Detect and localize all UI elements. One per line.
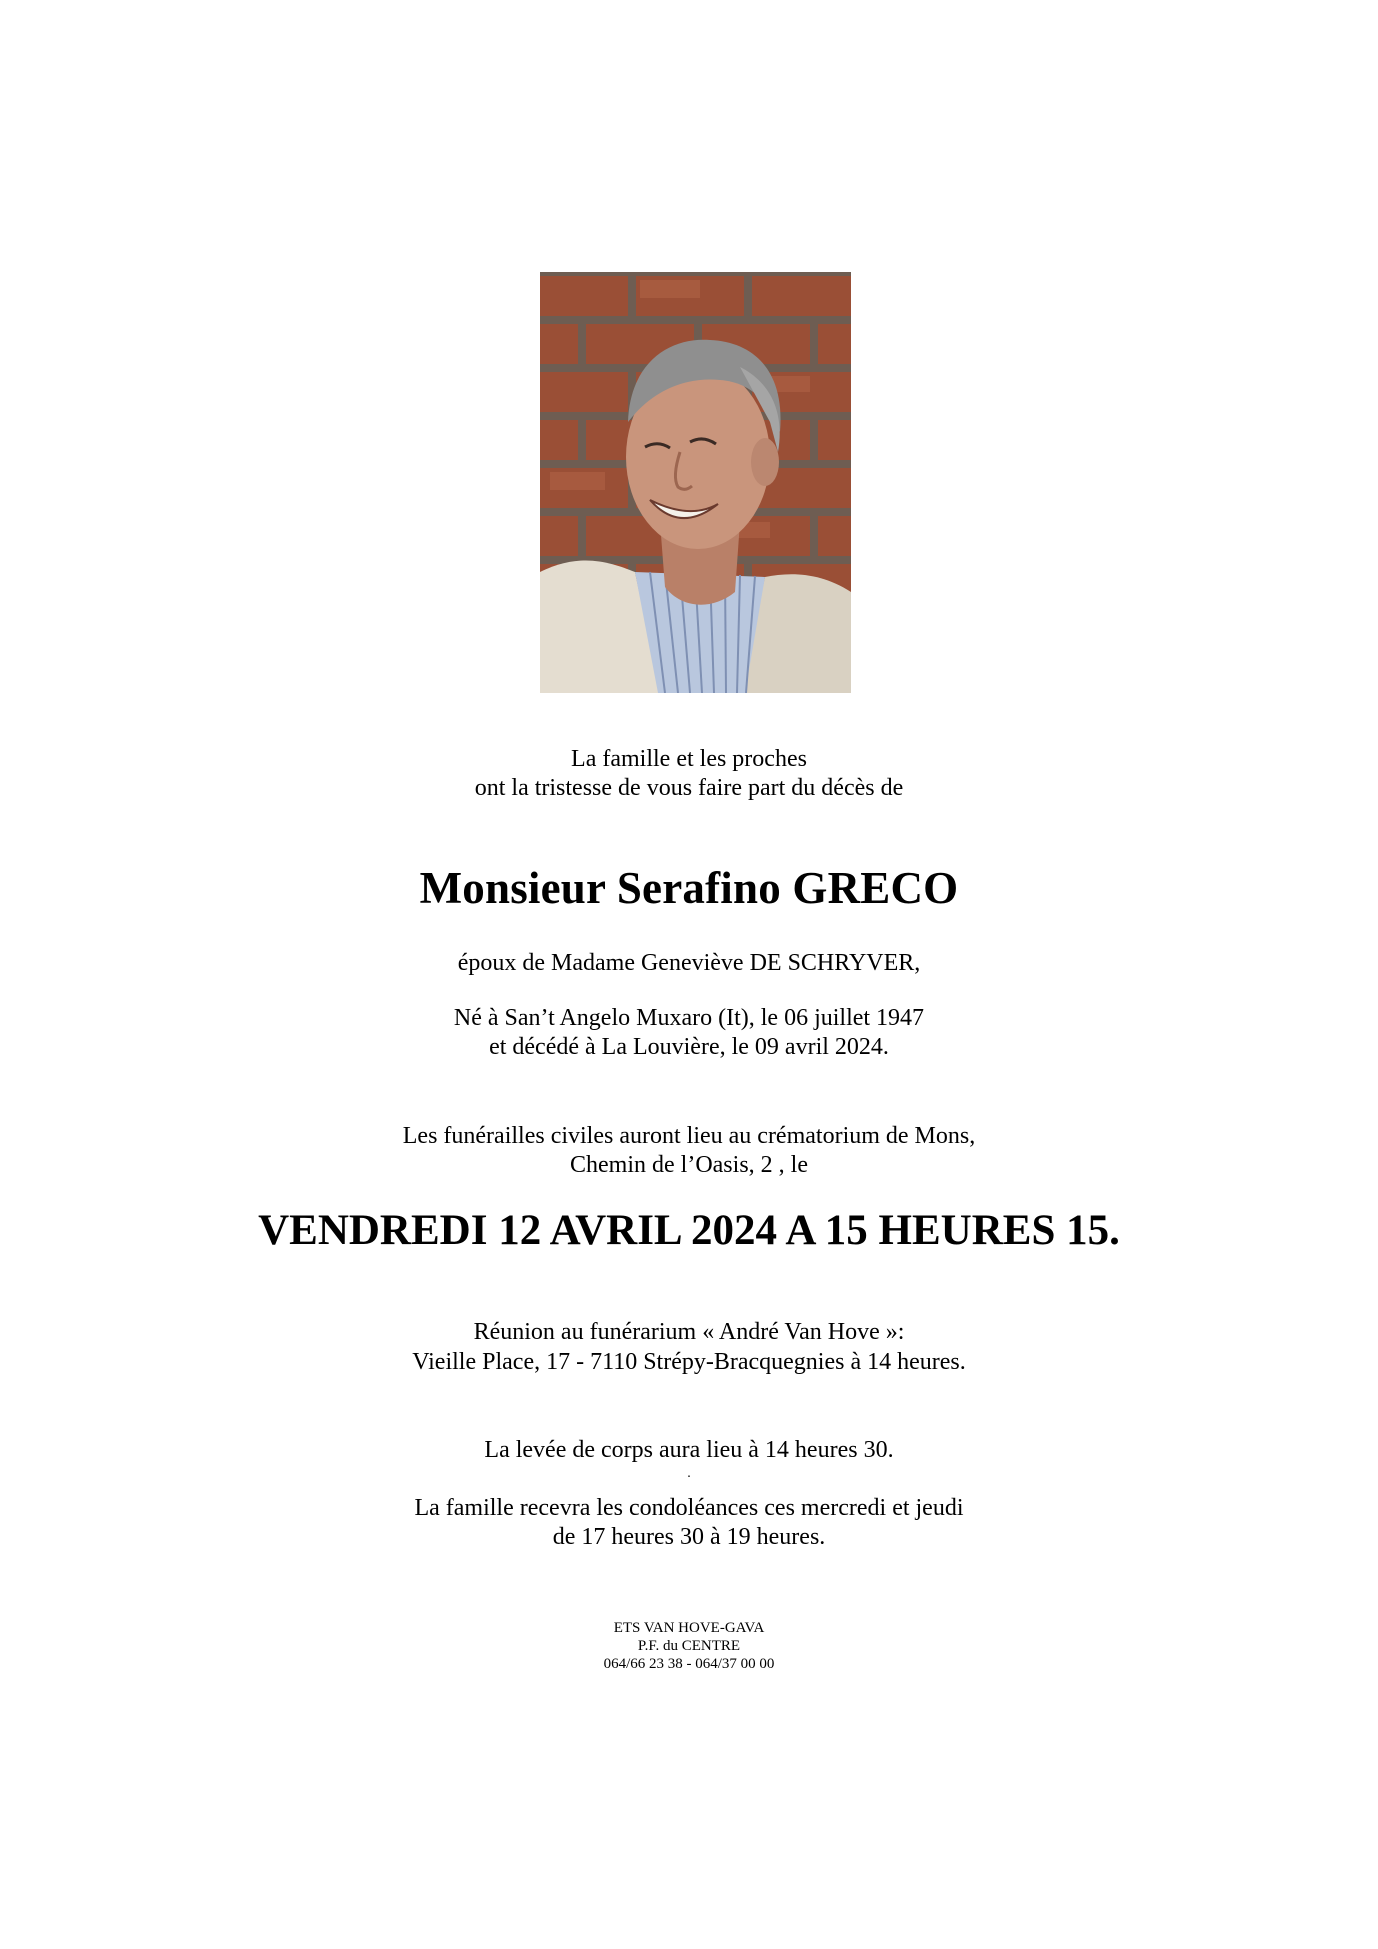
separator-dot: . bbox=[687, 1466, 691, 1481]
footer-company: ETS VAN HOVE-GAVA bbox=[613, 1620, 765, 1636]
levee-line: La levée de corps aura lieu à 14 heures 30. bbox=[484, 1437, 894, 1463]
meeting-line-1: Réunion au funérarium « André Van Hove »: bbox=[473, 1319, 905, 1345]
footer-subtitle: P.F. du CENTRE bbox=[637, 1638, 741, 1654]
funeral-date: VENDREDI 12 AVRIL 2024 A 15 HEURES 15. bbox=[258, 1207, 1120, 1254]
meeting-info bbox=[0, 1317, 1378, 1377]
condolences-line-1: La famille recevra les condoléances ces mercredi et jeudi bbox=[414, 1495, 964, 1521]
condolences-line-2: de 17 heures 30 à 19 heures. bbox=[552, 1524, 826, 1550]
birth-death-info bbox=[0, 1004, 1378, 1062]
birth-line: Né à San’t Angelo Muxaro (It), le 06 juillet 1947 bbox=[453, 1005, 925, 1031]
portrait-photo-icon bbox=[540, 272, 851, 693]
condolences-info bbox=[0, 1494, 1378, 1552]
meeting-line-2: Vieille Place, 17 - 7110 Strépy-Bracquegnies à 14 heures. bbox=[412, 1349, 966, 1375]
footer-phones: 064/66 23 38 - 064/37 00 00 bbox=[603, 1656, 775, 1672]
funeral-home-footer bbox=[0, 1619, 1378, 1673]
funeral-location bbox=[0, 1122, 1378, 1180]
intro-line-2: ont la tristesse de vous faire part du décès de bbox=[474, 775, 904, 801]
portrait-photo bbox=[540, 272, 851, 693]
intro-text bbox=[0, 745, 1378, 803]
spouse-line: époux de Madame Geneviève DE SCHRYVER, bbox=[457, 950, 921, 976]
funeral-line-1: Les funérailles civiles auront lieu au crématorium de Mons, bbox=[402, 1123, 976, 1149]
funeral-line-2: Chemin de l’Oasis, 2 , le bbox=[570, 1152, 808, 1178]
deceased-name: Monsieur Serafino GRECO bbox=[419, 863, 959, 913]
intro-line-1: La famille et les proches bbox=[571, 746, 807, 772]
death-line: et décédé à La Louvière, le 09 avril 2024. bbox=[489, 1034, 889, 1060]
